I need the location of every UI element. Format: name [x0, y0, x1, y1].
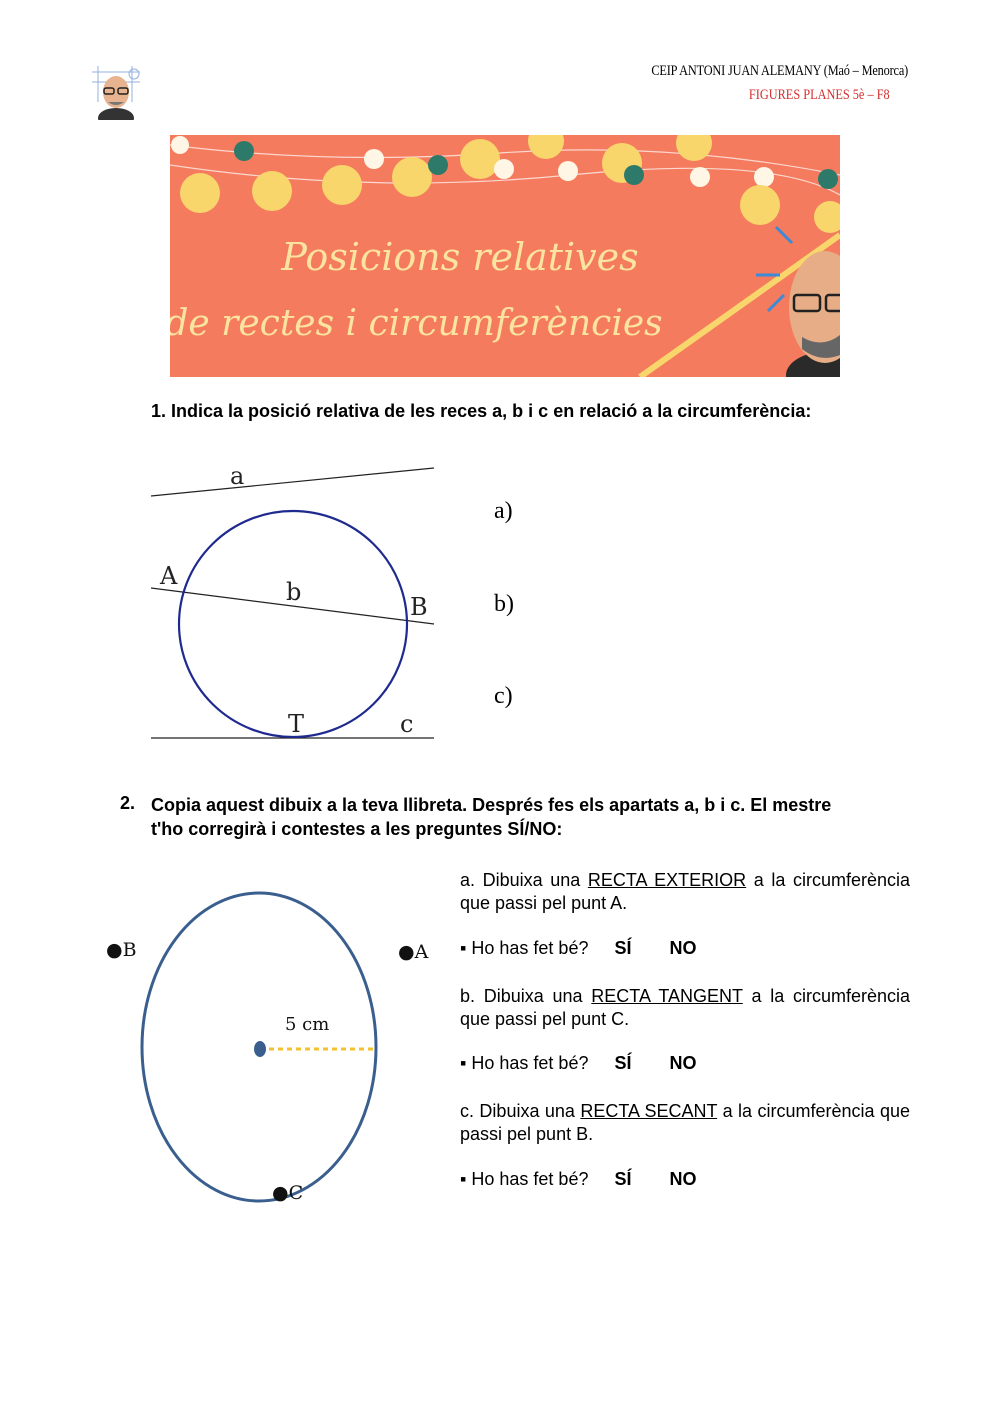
task-c-keyword: RECTA SECANT [580, 1101, 718, 1121]
label-c: c [400, 710, 414, 738]
circle [179, 511, 407, 737]
label-B: B [410, 593, 428, 621]
no-option-b[interactable]: NO [669, 1053, 697, 1073]
label-a: a [230, 462, 245, 490]
answer-c[interactable]: c) [494, 683, 513, 709]
exercise-1-prompt: 1. Indica la posició relativa de les reces a, b i c en relació a la circumferència: [151, 401, 812, 421]
check-row-b: ▪ Ho has fet bé? SÍ NO [460, 1053, 697, 1073]
answer-b[interactable]: b) [494, 591, 514, 617]
line-a [151, 468, 434, 496]
no-option-a[interactable]: NO [669, 938, 697, 958]
no-option-c[interactable]: NO [669, 1169, 697, 1189]
label-b: b [286, 578, 302, 606]
center-point [254, 1041, 266, 1057]
label-T: T [288, 710, 305, 738]
school-name: CEIP ANTONI JUAN ALEMANY (Maó – Menorca) [651, 63, 908, 79]
point-B-label: ●B [106, 939, 137, 961]
yes-option-c[interactable]: SÍ [614, 1169, 632, 1189]
task-b-keyword: RECTA TANGENT [591, 986, 743, 1006]
task-c: c. Dibuixa una RECTA SECANT a la circumferència que passi pel punt B. [460, 1101, 910, 1144]
unit-code: FIGURES PLANES 5è – F8 [749, 87, 890, 103]
task-a-keyword: RECTA EXTERIOR [587, 870, 747, 890]
exercise-2-number: 2. [120, 793, 136, 813]
radius-label: 5 cm [285, 1014, 330, 1035]
exercise-2-figure [100, 870, 440, 1210]
point-C-label: ●C [272, 1182, 304, 1204]
teacher-avatar-logo [88, 62, 144, 120]
task-b: b. Dibuixa una RECTA TANGENT a la circumferència que passi pel punt C. [460, 986, 911, 1029]
check-row-a: ▪ Ho has fet bé? SÍ NO [460, 938, 697, 958]
exercise-2-prompt: Copia aquest dibuix a la teva llibreta. Després fes els apartats a, b i c. El mestre t'ho corregirà i contestes a les preguntes SÍ/NO: [151, 795, 832, 839]
check-row-c: ▪ Ho has fet bé? SÍ NO [460, 1169, 697, 1189]
banner-title-line1: Posicions relatives [281, 235, 639, 279]
yes-option-a[interactable]: SÍ [614, 938, 632, 958]
label-A: A [160, 562, 178, 590]
banner-title-line2: de rectes i circumferències [170, 303, 663, 344]
exercise-1-figure [148, 458, 440, 750]
answer-a[interactable]: a) [494, 498, 513, 524]
task-a: a. Dibuixa una RECTA EXTERIOR a la circumferència que passi pel punt A. [460, 870, 910, 913]
yes-option-b[interactable]: SÍ [614, 1053, 632, 1073]
point-A-label: ●A [398, 941, 429, 963]
title-banner [170, 135, 840, 377]
